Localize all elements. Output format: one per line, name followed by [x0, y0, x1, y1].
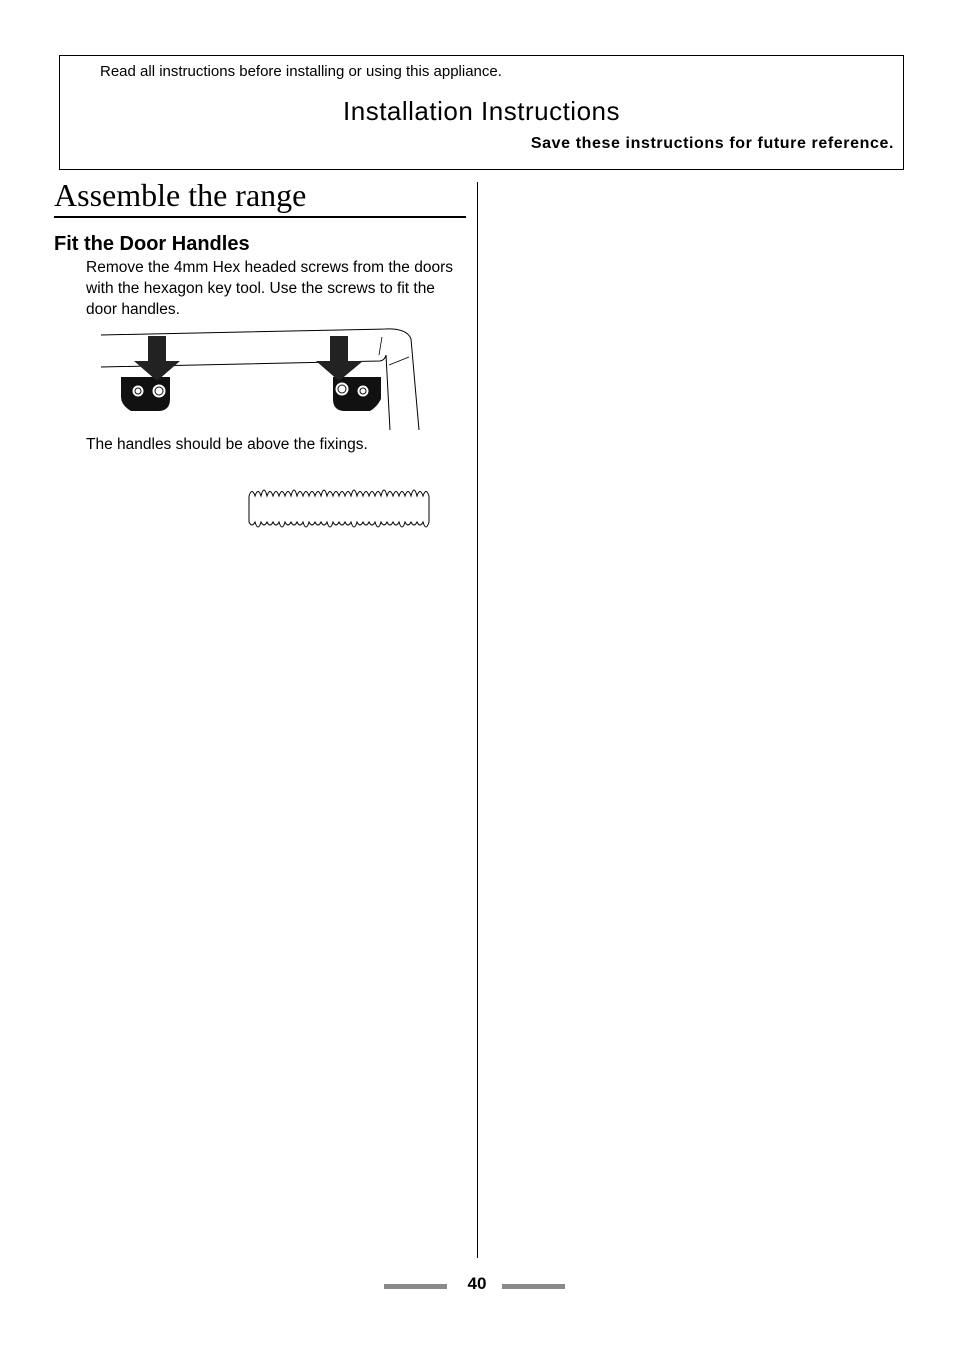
page-number: 40 [467, 1274, 487, 1293]
header-save-note: Save these instructions for future reference. [530, 135, 894, 152]
section-title: Assemble the range [54, 176, 466, 218]
handles-note: The handles should be above the fixings. [86, 436, 368, 453]
header-notice: Read all instructions before installing or using this appliance. [100, 63, 502, 80]
header-box [59, 55, 904, 170]
right-fixing [333, 377, 381, 411]
footer-bar-left [384, 1284, 447, 1289]
door-fixings-diagram-icon [95, 325, 425, 435]
right-arrow-icon [316, 336, 363, 381]
instructions-text: Remove the 4mm Hex headed screws from the doors with the hexagon key tool. Use the screws to fit the door handles. [86, 259, 453, 318]
door-handle-diagram-icon [244, 484, 434, 536]
column-divider [477, 182, 478, 1258]
header-title: Installation Instructions [343, 96, 620, 126]
left-arrow-icon [134, 336, 180, 381]
footer-bar-right [502, 1284, 565, 1289]
left-fixing [121, 377, 170, 411]
subsection-title: Fit the Door Handles [54, 233, 250, 255]
